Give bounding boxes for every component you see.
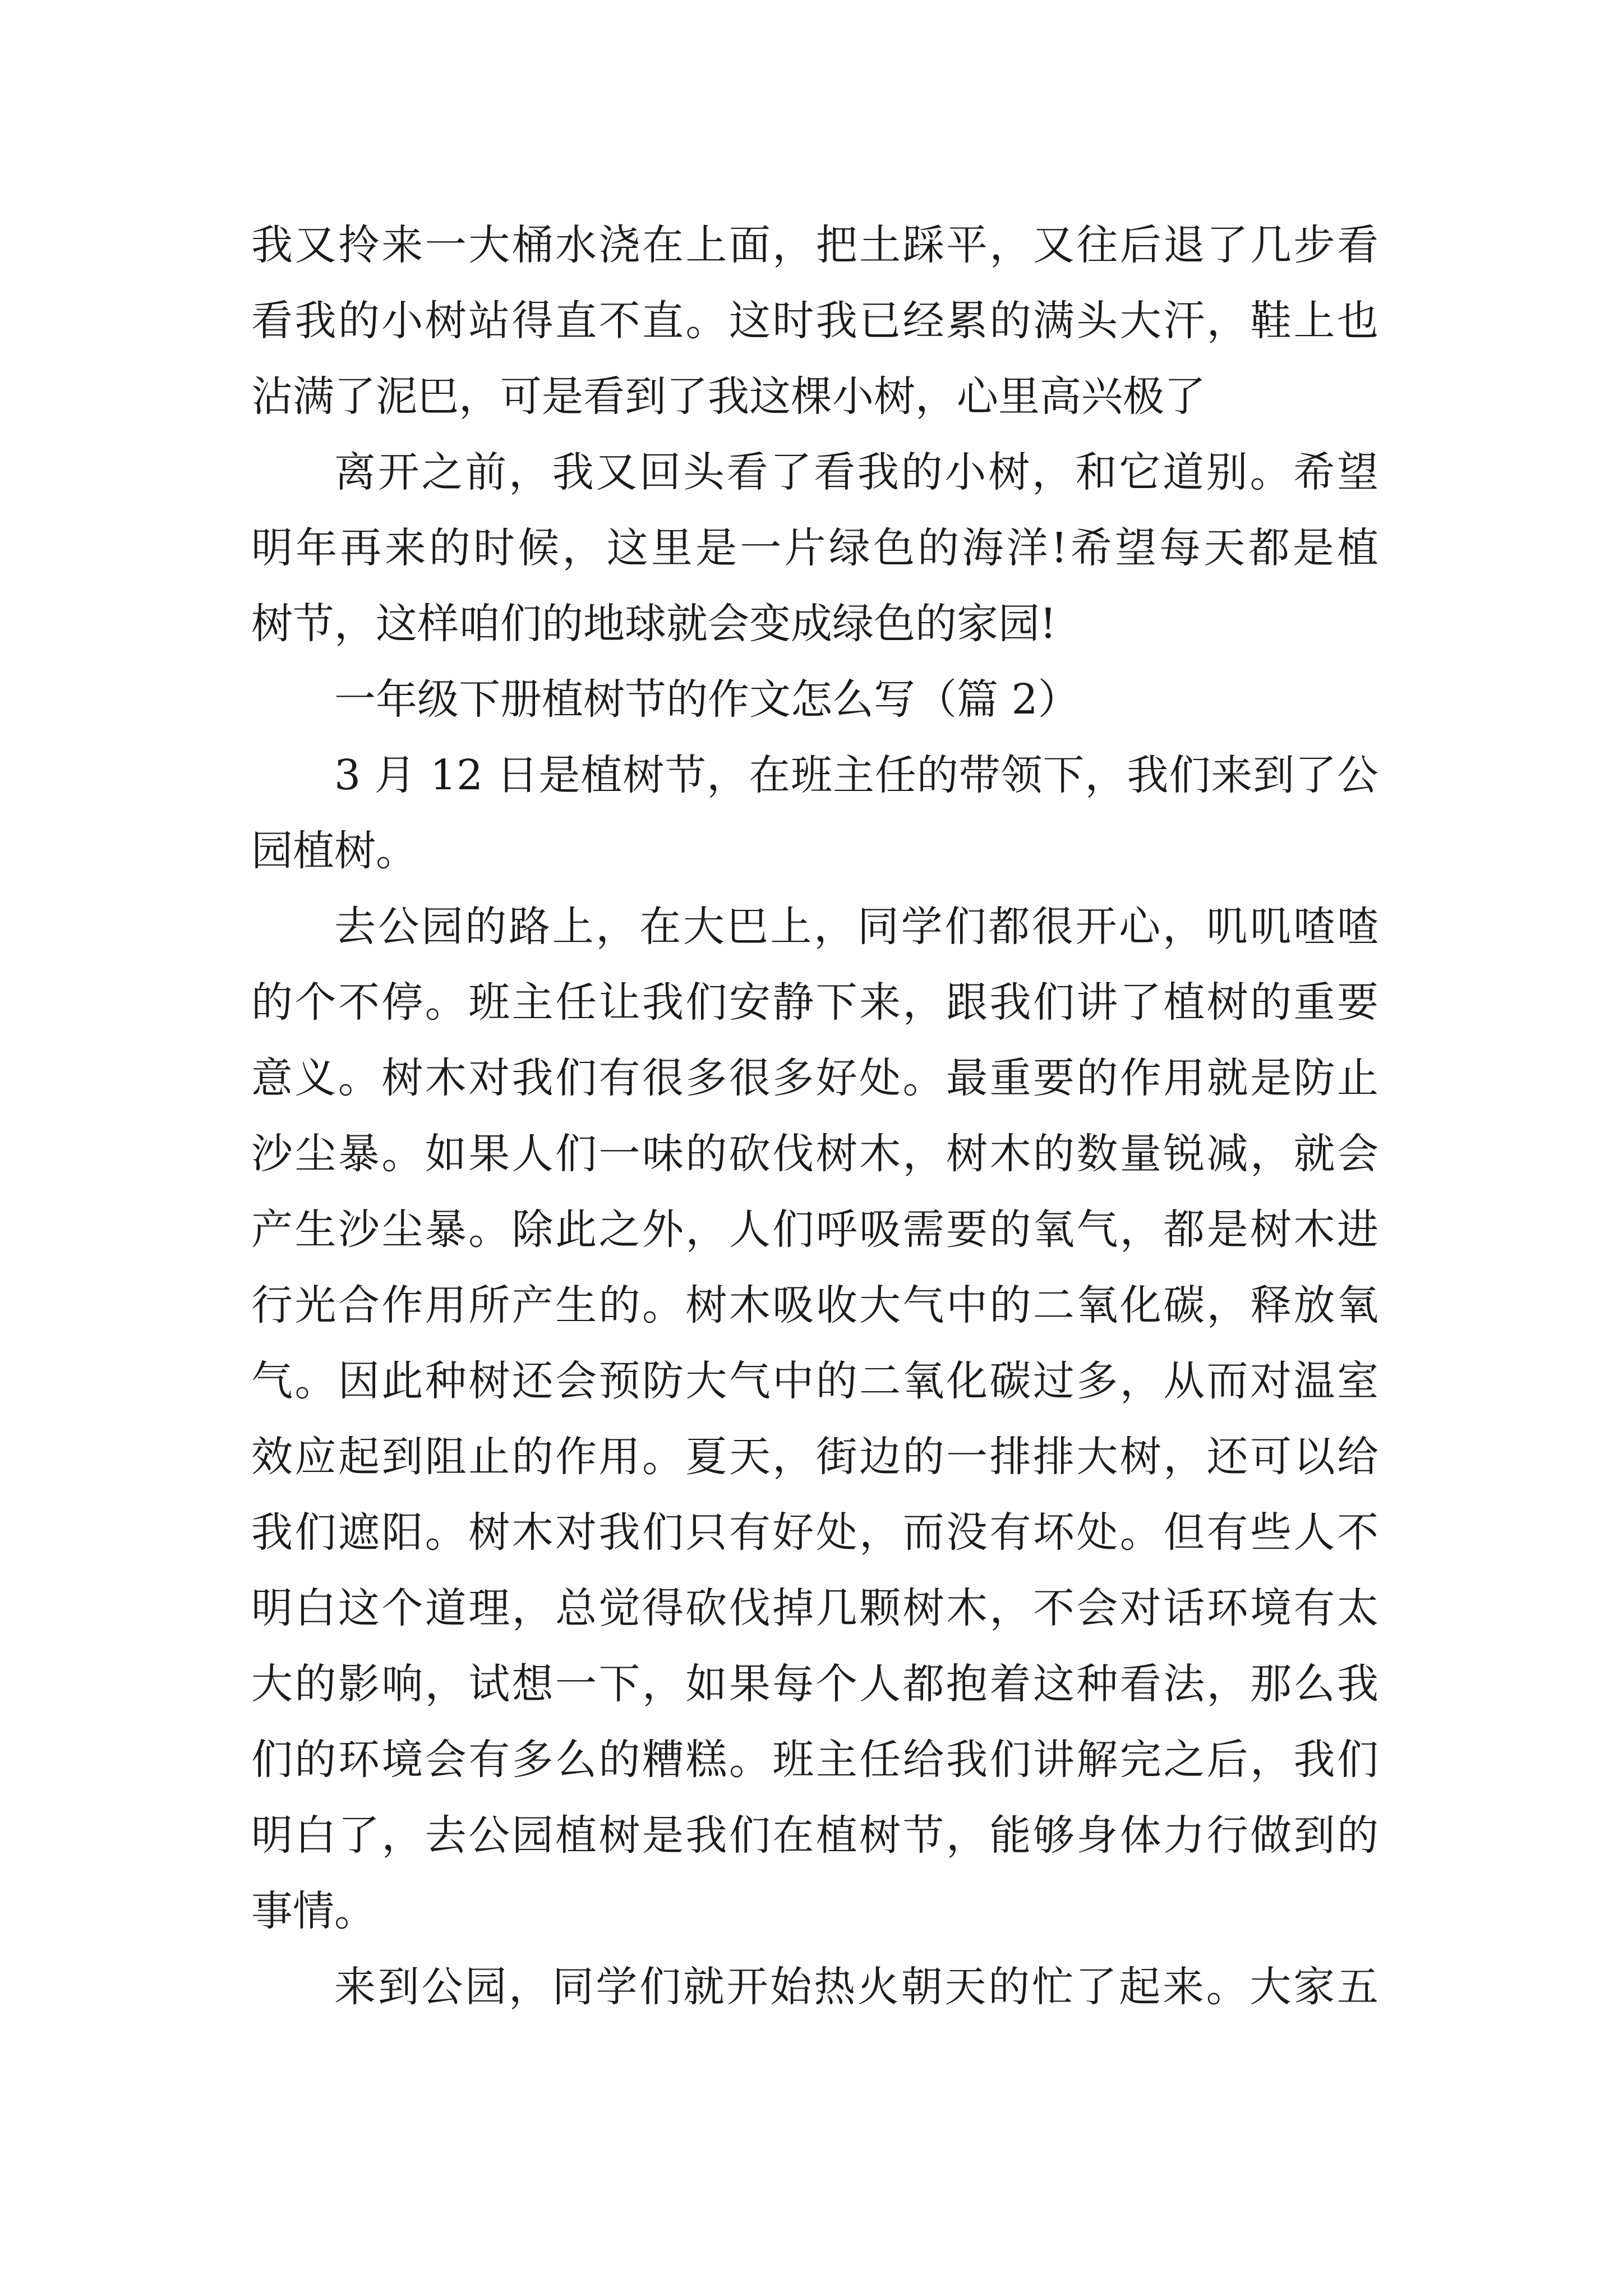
text-line: 沙尘暴。如果人们一味的砍伐树木，树木的数量锐减，就会 [251,1130,1378,1178]
text-line: 来到公园，同学们就开始热火朝天的忙了起来。大家五 [334,1963,1378,2011]
text-line: 树节，这样咱们的地球就会变成绿色的家园! [251,600,1057,648]
text-line: 大的影响，试想一下，如果每个人都抱着这种看法，那么我 [251,1660,1378,1708]
text-line: 的个不停。班主任让我们安静下来，跟我们讲了植树的重要 [251,978,1378,1027]
text-line: 沾满了泥巴，可是看到了我这棵小树，心里高兴极了 [251,372,1206,421]
text-line: 明白这个道理，总觉得砍伐掉几颗树木，不会对话环境有太 [251,1584,1378,1632]
text-line: 去公园的路上，在大巴上，同学们都很开心，叽叽喳喳 [334,903,1378,951]
text-line: 意义。树木对我们有很多很多好处。最重要的作用就是防止 [251,1054,1378,1102]
text-line: 明年再来的时候，这里是一片绿色的海洋!希望每天都是植 [251,524,1378,572]
text-line: 我们遮阳。树木对我们只有好处，而没有坏处。但有些人不 [251,1508,1378,1557]
text-line: 园植树。 [251,827,417,875]
text-line: 3 月 12 日是植树节，在班主任的带领下，我们来到了公 [334,751,1378,799]
text-line: 行光合作用所产生的。树木吸收大气中的二氧化碳，释放氧 [251,1281,1378,1329]
text-line: 看我的小树站得直不直。这时我已经累的满头大汗，鞋上也 [251,297,1378,345]
text-line: 明白了，去公园植树是我们在植树节，能够身体力行做到的 [251,1811,1378,1860]
text-line: 一年级下册植树节的作文怎么写（篇 2） [334,675,1080,724]
text-line: 效应起到阻止的作用。夏天，街边的一排排大树，还可以给 [251,1433,1378,1481]
text-line: 产生沙尘暴。除此之外，人们呼吸需要的氧气，都是树木进 [251,1205,1378,1254]
text-line: 离开之前，我又回头看了看我的小树，和它道别。希望 [334,448,1378,496]
text-line: 事情。 [251,1887,376,1935]
text-line: 们的环境会有多么的糟糕。班主任给我们讲解完之后，我们 [251,1736,1378,1784]
text-line: 我又拎来一大桶水浇在上面，把土踩平，又往后退了几步看 [251,221,1378,269]
text-line: 气。因此种树还会预防大气中的二氧化碳过多，从而对温室 [251,1357,1378,1405]
essay-text-block [251,208,1378,2025]
